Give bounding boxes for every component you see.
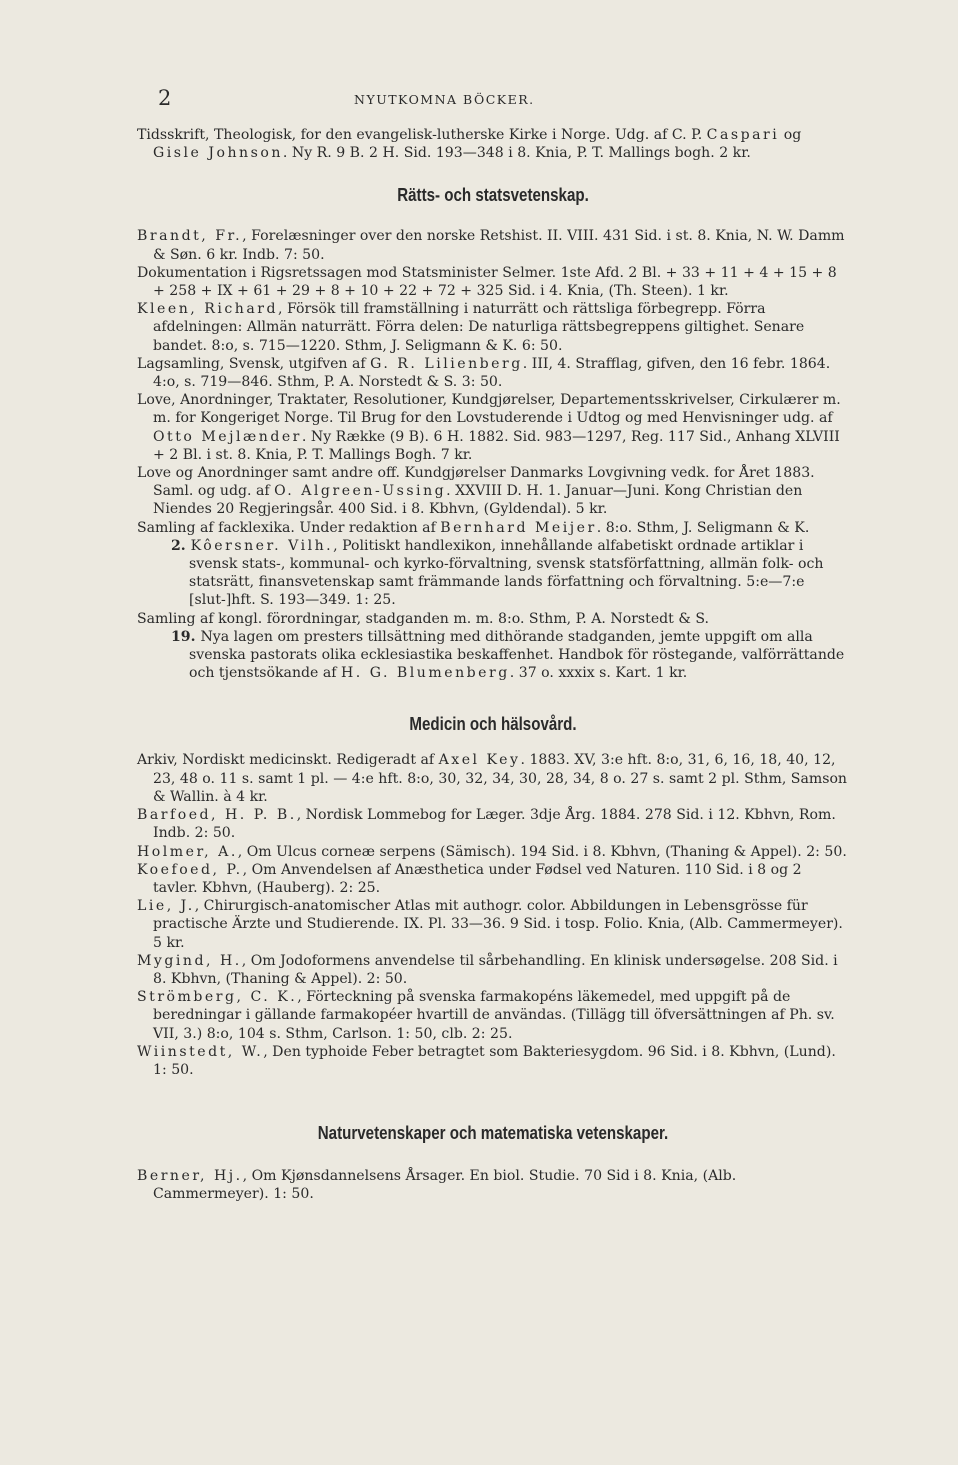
section-heading: Rätts- och statsvetenskap. bbox=[397, 185, 589, 206]
entry-text: Love, Anordninger, Traktater, Resolutioner, Kundgjørelser, Departementsskrivelser, Cirkulærer m. m. for Kongeriget Norge. Til Brug for den Lovstuderende i Udtog og med Henvisninger udg. af bbox=[137, 392, 841, 427]
bibliography-entry bbox=[137, 806, 849, 842]
author-name: Berner, Hj. bbox=[137, 1168, 243, 1185]
entry-text: , Chirurgisch-anatomischer Atlas mit authogr. color. Abbildungen in Lebensgrösse für practische Ärzte und Studierende. IX. Pl. 33—36. 9 Sid. i tosp. Folio. Knia, (Alb. Cammermeyer). 5 kr. bbox=[153, 898, 843, 951]
bibliography-entry bbox=[137, 861, 849, 897]
entry-text: og bbox=[779, 127, 802, 143]
entry-text: . Ny R. 9 B. 2 H. Sid. 193—348 i 8. Knia, P. T. Mallings bogh. 2 kr. bbox=[282, 145, 751, 162]
bibliography-entry bbox=[137, 1043, 849, 1079]
author-name: Gisle Johnson bbox=[153, 145, 283, 162]
author-name: Kleen, Richard bbox=[137, 301, 279, 318]
bibliography-entry bbox=[137, 300, 849, 355]
author-name: Bernhard Meijer bbox=[440, 519, 597, 536]
bibliography-entry bbox=[137, 610, 849, 628]
bibliography-entry bbox=[137, 227, 849, 263]
bibliography-entry bbox=[137, 391, 849, 464]
bibliography-entry bbox=[137, 843, 849, 861]
running-title: NYUTKOMNA BÖCKER. bbox=[354, 92, 535, 107]
entry-text: Tidsskrift, Theologisk, for den evangelisk-lutherske Kirke i Norge. Udg. af C. P. bbox=[137, 127, 707, 143]
bibliography-entry bbox=[137, 897, 849, 952]
entry-text: , Försök till framställning i naturrätt och rättsliga förbegrepp. Förra afdelningen: Allmän naturrätt. Förra delen: De naturliga rättsbegreppens giltighet. Senare bandet. 8:o, s. 715—1220. Sthm, J. Seligmann & K. 6: 50. bbox=[153, 301, 805, 354]
entry-text: Love og Anordninger samt andre off. Kundgjørelser Danmarks Lovgivning vedk. for Året 1883. Saml. og udg. af bbox=[137, 465, 815, 500]
entry-number: 2. bbox=[171, 537, 191, 554]
entry-text: , Om Anvendelsen af Anæsthetica under Fødsel ved Naturen. 110 Sid. i 8 og 2 tavler. Kbhvn, (Hauberg). 2: 25. bbox=[153, 861, 802, 896]
entry-text: , Om Jodoformens anvendelse til sårbehandling. En klinisk undersøgelse. 208 Sid. i 8. Kbhvn, (Thaning & Appel). 2: 50. bbox=[153, 952, 838, 987]
author-name: Strömberg, C. K. bbox=[137, 989, 298, 1006]
entry-text: , Politiskt handlexikon, innehållande alfabetiskt ordnade artiklar i svensk stats-, kommunal- och kyrko-förvaltning, svensk statsförfattning, allmän folk- och statsrätt, finansvetenskap samt främmande lands författning och förvaltning. 5:e—7:e [slut-]hft. S. 193—349. 1: 25. bbox=[189, 537, 824, 609]
entry-text: , Om Ulcus corneæ serpens (Sämisch). 194 Sid. i 8. Kbhvn, (Thaning & Appel). 2: 50. bbox=[237, 843, 847, 860]
entry-text: , Nordisk Lommebog for Læger. 3dje Årg. 1884. 278 Sid. i 12. Kbhvn, Rom. Indb. 2: 50. bbox=[153, 807, 836, 842]
entry-text: Lagsamling, Svensk, utgifven af bbox=[137, 355, 371, 372]
entry-text: , Forelæsninger over den norske Retshist. II. VIII. 431 Sid. i st. 8. Knia, N. W. Damm & Søn. 6 kr. Indb. 7: 50. bbox=[153, 228, 845, 263]
entry-text: , Om Kjønsdannelsens Årsager. En biol. Studie. 70 Sid i 8. Knia, (Alb. Cammermeyer). 1: 50. bbox=[153, 1168, 737, 1203]
bibliography-entry bbox=[137, 126, 849, 162]
author-name: Barfoed, H. P. B. bbox=[137, 807, 297, 824]
bibliography-entry bbox=[137, 988, 849, 1043]
entry-text: Arkiv, Nordiskt medicinskt. Redigeradt af bbox=[137, 752, 439, 769]
author-name: Kôersner. Vilh. bbox=[190, 537, 334, 554]
sub-entry bbox=[171, 628, 849, 683]
author-name: Caspari bbox=[706, 127, 780, 143]
entry-text: . XXVIII D. H. 1. Januar—Juni. Kong Christian den Niendes 20 Regjeringsår. 400 Sid. i 8. Kbhvn, (Gyldendal). 5 kr. bbox=[153, 483, 803, 518]
entry-text: . 37 o. xxxix s. Kart. 1 kr. bbox=[509, 665, 688, 682]
author-name: Lie, J. bbox=[137, 898, 195, 915]
bibliography-entry bbox=[137, 264, 849, 300]
section-heading: Naturvetenskaper och matematiska vetenskaper. bbox=[317, 1123, 669, 1144]
author-name: Otto Mejlænder bbox=[153, 428, 302, 445]
entry-text: , Förteckning på svenska farmakopéns läkemedel, med uppgift på de beredningar i gällande farmakopéer hvartill de användas. (Tillägg till öfversättningen af Ph. sv. VII, 3.) 8:o, 104 s. Sthm, Carlson. 1: 50, clb. 2: 25. bbox=[153, 989, 835, 1042]
author-name: O. Algreen-Ussing bbox=[274, 483, 447, 500]
bibliography-entry bbox=[137, 519, 849, 537]
bibliography-entry bbox=[137, 1167, 849, 1203]
page-number: 2 bbox=[158, 86, 172, 110]
entry-text: Samling af facklexika. Under redaktion af bbox=[137, 519, 441, 536]
entry-text: . Ny Række (9 B). 6 H. 1882. Sid. 983—1297, Reg. 117 Sid., Anhang XLVIII + 2 Bl. i st. 8. Knia, P. T. Mallings Bogh. 7 kr. bbox=[153, 428, 840, 463]
entry-text: Samling af kongl. förordningar, stadganden m. m. 8:o. Sthm, P. A. Norstedt & S. bbox=[137, 610, 709, 627]
author-name: Koefoed, P. bbox=[137, 861, 243, 878]
author-name: Holmer, A. bbox=[137, 843, 238, 860]
entry-text: Nya lagen om presters tillsättning med dithörande stadganden, jemte uppgift om alla svenska pastorats olika ecklesiastika beskaffenhet. Handbok för röstegande, valförrättande och tjenstsökande af bbox=[189, 628, 845, 682]
author-name: H. G. Blumenberg bbox=[340, 665, 510, 682]
author-name: G. R. Lilienberg bbox=[370, 355, 523, 372]
page-header bbox=[158, 86, 818, 108]
bibliography-entry bbox=[137, 355, 849, 391]
section-heading: Medicin och hälsovård. bbox=[409, 714, 577, 735]
entry-number: 19. bbox=[171, 628, 201, 645]
sub-entry bbox=[171, 537, 849, 610]
entry-text: , Den typhoide Feber betragtet som Bakteriesygdom. 96 Sid. i 8. Kbhvn, (Lund). 1: 50. bbox=[153, 1043, 836, 1078]
entry-text: . 8:o. Sthm, J. Seligmann & K. bbox=[596, 519, 810, 536]
bibliography-entry bbox=[137, 952, 849, 988]
entry-text: . III, 4. Strafflag, gifven, den 16 febr. 1864. 4:o, s. 719—846. Sthm, P. A. Norstedt & S. 3: 50. bbox=[153, 355, 831, 391]
bibliography-entry bbox=[137, 464, 849, 519]
author-name: Wiinstedt, W. bbox=[137, 1043, 264, 1060]
author-name: Brandt, Fr. bbox=[137, 228, 243, 245]
bibliography-entry bbox=[137, 751, 849, 806]
author-name: Axel Key bbox=[438, 752, 521, 769]
author-name: Mygind, H. bbox=[137, 952, 242, 969]
entry-text: . 1883. XV, 3:e hft. 8:o, 31, 6, 16, 18, 40, 12, 23, 48 o. 11 s. samt 1 pl. — 4:e hft. 8:o, 30, 32, 34, 30, 28, 34, 8 o. 27 s. samt 2 pl. Sthm, Samson & Wallin. à 4 kr. bbox=[153, 752, 848, 805]
entry-text: Dokumentation i Rigsretssagen mod Statsminister Selmer. 1ste Afd. 2 Bl. + 33 + 11 + 4 + 15 + 8 + 258 + IX + 61 + 29 + 8 + 10 + 22 + 72 + 325 Sid. i 4. Knia, (Th. Steen). 1 kr. bbox=[137, 264, 837, 300]
page-content bbox=[137, 126, 849, 1204]
